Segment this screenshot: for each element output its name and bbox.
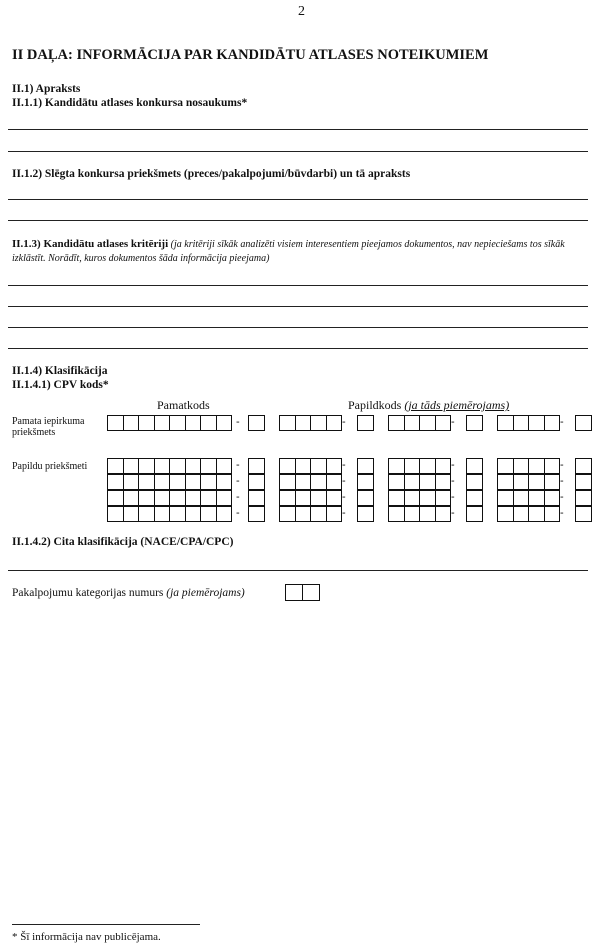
code-separator: -	[451, 475, 455, 487]
extra-subject-main-digit-box[interactable]	[138, 458, 155, 474]
main-subject-extra-digit-box[interactable]	[513, 415, 530, 431]
extra-subject-extra-digit-box[interactable]	[388, 506, 405, 522]
extra-subject-main-digit-box[interactable]	[138, 506, 155, 522]
code-separator: -	[451, 491, 455, 503]
main-subject-extra-check-box[interactable]	[466, 415, 483, 431]
extra-subject-main-digit-box[interactable]	[200, 458, 217, 474]
extra-subject-main-digit-box[interactable]	[107, 506, 124, 522]
contest-subject-heading: II.1.2) Slēgta konkursa priekšmets (preces/pakalpojumi/būvdarbi) un tā apraksts	[12, 168, 411, 180]
extra-subject-extra-digit-box[interactable]	[295, 490, 312, 506]
main-subject-main-digit-box[interactable]	[169, 415, 186, 431]
extra-subject-extra-digit-box[interactable]	[388, 458, 405, 474]
extra-subject-main-digit-box[interactable]	[154, 474, 171, 490]
extra-subject-extra-digit-box[interactable]	[544, 474, 561, 490]
main-subject-extra-check-box[interactable]	[575, 415, 592, 431]
extra-subject-extra-digit-box[interactable]	[513, 458, 530, 474]
extra-subject-extra-digit-box[interactable]	[544, 490, 561, 506]
code-separator: -	[451, 507, 455, 519]
extra-subject-extra-check-box[interactable]	[357, 474, 374, 490]
selection-criteria-heading	[12, 237, 592, 265]
criteria-line-4[interactable]	[8, 348, 588, 349]
extra-subject-main-digit-box[interactable]	[185, 474, 202, 490]
extra-subject-extra-digit-box[interactable]	[310, 458, 327, 474]
extra-subject-extra-digit-box[interactable]	[279, 490, 296, 506]
extra-subject-extra-digit-box[interactable]	[513, 474, 530, 490]
code-separator: -	[342, 416, 346, 428]
extra-code-label: Papildkods	[348, 398, 402, 412]
main-subject-main-digit-box[interactable]	[123, 415, 140, 431]
extra-subject-extra-digit-box[interactable]	[435, 474, 452, 490]
footnote-divider	[12, 924, 200, 925]
main-subject-extra-digit-box[interactable]	[497, 415, 514, 431]
extra-subject-extra-digit-box[interactable]	[388, 474, 405, 490]
main-subject-extra-digit-box[interactable]	[326, 415, 343, 431]
extra-subject-extra-digit-box[interactable]	[295, 474, 312, 490]
code-separator: -	[236, 459, 240, 471]
extra-subject-main-check-box[interactable]	[248, 474, 265, 490]
extra-subject-main-digit-box[interactable]	[123, 490, 140, 506]
extra-subject-extra-digit-box[interactable]	[513, 490, 530, 506]
extra-subject-main-digit-box[interactable]	[154, 506, 171, 522]
extra-subject-extra-check-box[interactable]	[575, 474, 592, 490]
main-subject-main-digit-box[interactable]	[154, 415, 171, 431]
extra-subject-main-digit-box[interactable]	[200, 490, 217, 506]
extra-subject-extra-check-box[interactable]	[466, 458, 483, 474]
extra-subject-extra-digit-box[interactable]	[513, 506, 530, 522]
extra-subject-extra-digit-box[interactable]	[419, 474, 436, 490]
extra-subject-extra-check-box[interactable]	[575, 506, 592, 522]
extra-subject-extra-digit-box[interactable]	[279, 474, 296, 490]
extra-subjects-label: Papildu priekšmeti	[12, 461, 88, 472]
cpv-code-heading	[12, 379, 109, 391]
extra-subject-extra-check-box[interactable]	[466, 490, 483, 506]
extra-subject-extra-digit-box[interactable]	[544, 506, 561, 522]
code-separator: -	[236, 507, 240, 519]
main-subject-extra-digit-box[interactable]	[528, 415, 545, 431]
extra-subject-extra-check-box[interactable]	[575, 490, 592, 506]
service-category-label: Pakalpojumu kategorijas numurs	[12, 587, 164, 599]
extra-subject-extra-digit-box[interactable]	[497, 490, 514, 506]
extra-subject-main-digit-box[interactable]	[154, 458, 171, 474]
contest-name-line-1[interactable]	[8, 129, 588, 130]
main-subject-extra-digit-box[interactable]	[310, 415, 327, 431]
main-subject-extra-digit-box[interactable]	[419, 415, 436, 431]
extra-subject-extra-digit-box[interactable]	[497, 474, 514, 490]
contest-name-heading	[12, 97, 247, 109]
extra-subject-main-digit-box[interactable]	[216, 458, 233, 474]
not-published-marker: *	[102, 379, 109, 391]
extra-subject-extra-digit-box[interactable]	[388, 490, 405, 506]
selection-criteria-note: (ja kritēriji sīkāk analizēti visiem interesentiem pieejamos dokumentos, nav nepieciešams tos sīkāk izklāstīt. Norādīt, kuros dokumentos šāda informācija pieejama)	[12, 239, 565, 264]
extra-subject-extra-digit-box[interactable]	[435, 506, 452, 522]
classification-heading: II.1.4) Klasifikācija	[12, 365, 108, 377]
extra-subject-main-check-box[interactable]	[248, 490, 265, 506]
cpv-code-label: II.1.4.1) CPV kods	[12, 379, 103, 391]
extra-subject-main-digit-box[interactable]	[154, 490, 171, 506]
extra-subject-extra-digit-box[interactable]	[295, 506, 312, 522]
footnote-marker: *	[12, 931, 18, 943]
extra-subject-main-digit-box[interactable]	[107, 458, 124, 474]
extra-subject-extra-check-box[interactable]	[466, 506, 483, 522]
extra-subject-extra-check-box[interactable]	[575, 458, 592, 474]
contest-name-label: II.1.1) Kandidātu atlases konkursa nosaukums	[12, 97, 242, 109]
extra-subject-extra-digit-box[interactable]	[419, 458, 436, 474]
main-subject-extra-digit-box[interactable]	[295, 415, 312, 431]
extra-subject-extra-digit-box[interactable]	[310, 474, 327, 490]
code-separator: -	[236, 416, 240, 428]
criteria-line-1[interactable]	[8, 285, 588, 286]
section-description-heading: II.1) Apraksts	[12, 83, 81, 95]
main-subject-main-digit-box[interactable]	[200, 415, 217, 431]
extra-subject-extra-digit-box[interactable]	[419, 506, 436, 522]
contest-subject-line-2[interactable]	[8, 220, 588, 221]
footnote-text: Šī informācija nav publicējama.	[20, 931, 161, 943]
code-separator: -	[451, 459, 455, 471]
code-separator: -	[236, 491, 240, 503]
code-separator: -	[236, 475, 240, 487]
code-separator: -	[560, 475, 564, 487]
extra-subject-extra-check-box[interactable]	[466, 474, 483, 490]
extra-subject-main-check-box[interactable]	[248, 458, 265, 474]
extra-subject-main-digit-box[interactable]	[107, 474, 124, 490]
selection-criteria-label: II.1.3) Kandidātu atlases kritēriji	[12, 238, 169, 250]
extra-subject-main-digit-box[interactable]	[185, 458, 202, 474]
code-separator: -	[342, 507, 346, 519]
service-category-row	[12, 587, 245, 599]
extra-subject-extra-digit-box[interactable]	[310, 506, 327, 522]
contest-name-line-2[interactable]	[8, 151, 588, 152]
extra-subject-extra-digit-box[interactable]	[310, 490, 327, 506]
code-separator: -	[560, 459, 564, 471]
extra-subject-main-digit-box[interactable]	[169, 474, 186, 490]
extra-subject-extra-digit-box[interactable]	[435, 490, 452, 506]
extra-subject-extra-digit-box[interactable]	[326, 490, 343, 506]
extra-subject-main-digit-box[interactable]	[169, 490, 186, 506]
extra-subject-extra-digit-box[interactable]	[404, 506, 421, 522]
extra-subject-main-digit-box[interactable]	[169, 506, 186, 522]
main-subject-main-digit-box[interactable]	[107, 415, 124, 431]
extra-subject-extra-check-box[interactable]	[357, 506, 374, 522]
main-subject-label: Pamata iepirkuma priekšmets	[12, 416, 85, 438]
criteria-line-3[interactable]	[8, 327, 588, 328]
extra-subject-extra-digit-box[interactable]	[295, 458, 312, 474]
extra-subject-main-digit-box[interactable]	[216, 490, 233, 506]
extra-subject-extra-digit-box[interactable]	[497, 458, 514, 474]
extra-subject-main-digit-box[interactable]	[107, 490, 124, 506]
extra-subject-main-digit-box[interactable]	[123, 474, 140, 490]
code-separator: -	[560, 416, 564, 428]
code-separator: -	[560, 491, 564, 503]
code-separator: -	[451, 416, 455, 428]
main-subject-main-digit-box[interactable]	[138, 415, 155, 431]
other-classification-heading: II.1.4.2) Cita klasifikācija (NACE/CPA/CPC)	[12, 536, 234, 548]
main-subject-main-digit-box[interactable]	[216, 415, 233, 431]
category-digit-box[interactable]	[302, 584, 320, 601]
extra-subject-main-digit-box[interactable]	[123, 458, 140, 474]
other-classification-line[interactable]	[8, 570, 588, 571]
extra-subject-extra-digit-box[interactable]	[279, 458, 296, 474]
footnote	[12, 931, 161, 943]
extra-subject-extra-digit-box[interactable]	[528, 458, 545, 474]
extra-subject-extra-digit-box[interactable]	[528, 474, 545, 490]
extra-subject-extra-digit-box[interactable]	[544, 458, 561, 474]
extra-subject-extra-digit-box[interactable]	[435, 458, 452, 474]
extra-subject-extra-digit-box[interactable]	[497, 506, 514, 522]
main-code-header: Pamatkods	[157, 398, 210, 412]
extra-subject-extra-digit-box[interactable]	[326, 506, 343, 522]
main-subject-extra-digit-box[interactable]	[544, 415, 561, 431]
main-subject-extra-digit-box[interactable]	[404, 415, 421, 431]
extra-subject-main-digit-box[interactable]	[185, 490, 202, 506]
extra-subject-main-digit-box[interactable]	[138, 490, 155, 506]
main-subject-main-check-box[interactable]	[248, 415, 265, 431]
category-digit-box[interactable]	[285, 584, 303, 601]
contest-subject-line-1[interactable]	[8, 199, 588, 200]
code-separator: -	[342, 459, 346, 471]
extra-subject-extra-digit-box[interactable]	[404, 458, 421, 474]
extra-subject-main-digit-box[interactable]	[200, 506, 217, 522]
extra-subject-main-digit-box[interactable]	[216, 474, 233, 490]
extra-subject-extra-digit-box[interactable]	[279, 506, 296, 522]
main-subject-extra-digit-box[interactable]	[435, 415, 452, 431]
page-number: 2	[298, 4, 305, 19]
extra-subject-extra-digit-box[interactable]	[404, 490, 421, 506]
service-category-note: (ja piemērojams)	[166, 587, 245, 599]
code-separator: -	[342, 475, 346, 487]
extra-subject-main-check-box[interactable]	[248, 506, 265, 522]
extra-code-header	[348, 398, 509, 413]
extra-subject-extra-digit-box[interactable]	[419, 490, 436, 506]
part-title: II DAĻA: INFORMĀCIJA PAR KANDIDĀTU ATLASES NOTEIKUMIEM	[12, 47, 489, 63]
extra-subject-extra-digit-box[interactable]	[404, 474, 421, 490]
extra-subject-extra-digit-box[interactable]	[326, 458, 343, 474]
criteria-line-2[interactable]	[8, 306, 588, 307]
extra-subject-extra-digit-box[interactable]	[528, 490, 545, 506]
main-subject-extra-digit-box[interactable]	[279, 415, 296, 431]
extra-subject-main-digit-box[interactable]	[169, 458, 186, 474]
extra-subject-main-digit-box[interactable]	[123, 506, 140, 522]
extra-subject-extra-digit-box[interactable]	[326, 474, 343, 490]
extra-subject-main-digit-box[interactable]	[138, 474, 155, 490]
code-separator: -	[560, 507, 564, 519]
extra-subject-extra-check-box[interactable]	[357, 490, 374, 506]
extra-code-note: (ja tāds piemērojams)	[404, 398, 510, 412]
code-separator: -	[342, 491, 346, 503]
extra-subject-main-digit-box[interactable]	[185, 506, 202, 522]
main-subject-extra-check-box[interactable]	[357, 415, 374, 431]
main-subject-main-digit-box[interactable]	[185, 415, 202, 431]
extra-subject-main-digit-box[interactable]	[216, 506, 233, 522]
extra-subject-extra-check-box[interactable]	[357, 458, 374, 474]
main-subject-extra-digit-box[interactable]	[388, 415, 405, 431]
extra-subject-main-digit-box[interactable]	[200, 474, 217, 490]
not-published-marker: *	[241, 97, 248, 109]
extra-subject-extra-digit-box[interactable]	[528, 506, 545, 522]
